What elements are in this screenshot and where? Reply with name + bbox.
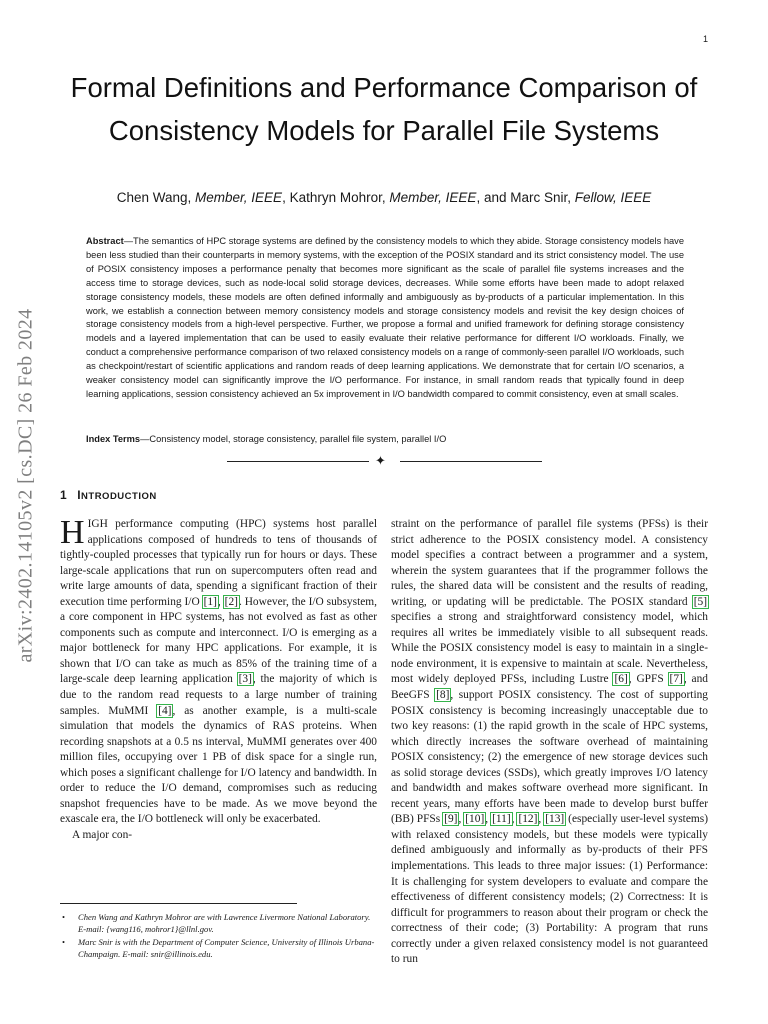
author-2: Kathryn Mohror, Member, IEEE, and: [289, 190, 511, 205]
index-terms: [86, 434, 684, 444]
drop-cap: H: [60, 514, 85, 551]
citation-link[interactable]: [13]: [545, 813, 565, 826]
footnotes: [60, 911, 377, 961]
body-text: A major con-: [72, 828, 133, 841]
body-text: straint on the performance of parallel file systems (PFSs) is their strict adherence to the POSIX consistency model. A consistency model specifies a contract between a programmer and a system, wherein the system guarantees that if the programmer follows the rules, the shared data will be consistent and the results of reading, writing, or updating will be predictable. The POSIX standard: [391, 518, 708, 608]
citation-link[interactable]: [11]: [492, 813, 511, 826]
body-text: ,: [538, 813, 545, 826]
abstract-label: Abstract: [86, 236, 124, 246]
body-text: , and BeeGFS: [391, 673, 708, 702]
intro-column-left: [60, 514, 377, 843]
abstract: [86, 235, 684, 402]
citation-link[interactable]: [6]: [614, 673, 628, 686]
arxiv-identifier-text: arXiv:2402.14105v2 [cs.DC] 26 Feb 2024: [14, 307, 37, 663]
separator-rule-left: [227, 461, 369, 462]
body-text: , GPFS: [628, 673, 669, 686]
author-3: Marc Snir, Fellow, IEEE: [510, 190, 652, 205]
citation-link[interactable]: [9]: [444, 813, 458, 826]
section-separator: [227, 453, 542, 468]
body-text: . However, the I/O subsystem, a core component in HPC systems, has not evolved as fast as other components such as compute and interconnect. I/O is emerging as a major bottleneck for many HPC applications. For example, it is shown that I/O can take as much as 85% of the training time of a large-scale deep learning application: [60, 595, 377, 686]
section-number: 1: [60, 488, 68, 502]
footnote-affiliation-uiuc: • Marc Snir is with the Department of Computer Science, University of Illinois Urbana-Champaign. E-mail: snir@illinois.edu.: [60, 936, 377, 960]
author-1: Chen Wang, Member, IEEE,: [116, 190, 290, 205]
body-text: ,: [217, 595, 224, 608]
body-text: (especially user-level systems) with relaxed consistency models, but these models were typically defined ambiguously and informally as by-products of their PFS implementations. This leads to three major issues: (1) Performance: It is challenging for system developers to evaluate and compare the effectiveness of different consistency models; (2) Correctness: It is difficult for programmers to reason about their program or check the correctness of their code; (3) Portability: A program that runs correctly under a given relaxed consistency model is not guaranteed to run: [391, 813, 708, 966]
index-terms-label: Index Terms: [86, 434, 141, 444]
intro-paragraph-2-continued: [391, 517, 708, 968]
body-text: , support POSIX consistency. The cost of supporting POSIX consistency is becoming increasingly unacceptable due to two key reasons: (1) the rapid growth in the scale of HPC systems, which directly increases the software overhead of maintaining POSIX consistency; (2) the emergence of new storage devices such as solid storage devices (SSDs), which greatly improves I/O latency and bandwidth and makes software overhead more significant. In recent years, many efforts have been made to develop burst buffer (BB) PFSs: [391, 689, 709, 826]
intro-paragraph-1: [60, 514, 377, 828]
citation-link[interactable]: [8]: [436, 689, 450, 702]
intro-paragraph-2: [60, 828, 377, 844]
body-text: ,: [458, 813, 465, 826]
body-text: ,: [511, 813, 518, 826]
citation-link[interactable]: [5]: [693, 595, 707, 608]
section-heading-introduction: [60, 488, 157, 502]
body-text: specifies a strong and straightforward consistency model, which requires all writes be immediately visible to all subsequent reads. While the POSIX consistency model is easy to maintain in a single-node environment, it is expensive to maintain at scale. Nevertheless, most widely deployed PFSs, including Lustre: [391, 611, 708, 686]
separator-diamond-icon: ✦: [375, 453, 386, 468]
section-title-rest: NTRODUCTION: [81, 491, 157, 502]
abstract-text: —The semantics of HPC storage systems are defined by the consistency models to which they abide. Storage consistency models have been less studied than their counterparts in memory systems, with the exception of the POSIX standard and its strict consistency model. The use of POSIX consistency imposes a performance penalty that becomes more significant as the scale of parallel file systems increases and the access time to storage devices, such as node-local solid storage devices, decreases. While some efforts have been made to adopt relaxed storage consistency models, these models are often defined informally and ambiguously as by-products of a particular implementation. In this work, we establish a connection between memory consistency models and storage consistency models and revisit the key design choices of storage consistency models from a high-level perspective. Further, we propose a formal and unified framework for defining storage consistency models and a layered implementation that can be used to easily evaluate their relative performance for different I/O workloads. Finally, we conduct a comprehensive performance comparison of two relaxed consistency models on a range of commonly-seen parallel I/O workloads, such as checkpoint/restart of scientific applications and random reads of deep learning applications. We demonstrate that for certain I/O scenarios, a weaker consistency model can significantly improve the I/O performance. For instance, in small random reads that typically found in deep learning applications, session consistency achieved an 5x improvement in I/O bandwidth compared to commit consistency, even at small scales.: [86, 236, 684, 399]
author-list: [60, 190, 708, 205]
body-text: IGH performance computing (HPC) systems host parallel applications composed of hundreds to tens of thousands of tightly-coupled processes that typically run for hours or days. These large-scale applications that run on supercomputers often read and write large amounts of data, spending a significant fraction of their execution time performing I/O: [60, 518, 377, 608]
body-text: ,: [485, 813, 492, 826]
body-text: , the majority of which is due to the random read requests to a large number of training samples. MuMMI: [60, 673, 377, 717]
index-terms-text: —Consistency model, storage consistency, parallel file system, parallel I/O: [140, 434, 447, 444]
paper-title: Formal Definitions and Performance Comparison of Consistency Models for Parallel File Systems: [70, 72, 698, 146]
arxiv-identifier-stamp: [10, 270, 42, 700]
body-text: , as another example, is a multi-scale simulation that models the dynamics of RAS proteins. When recording snapshots at a 0.5 ns interval, MuMMI generates over 400 million files, occupying over 1 PB of disk space for a single run, which poses a significant challenge for I/O latency and bandwidth. In order to reduce the I/O demand, compromises such as reducing snapshot frequencies have to be made. As we move beyond the exascale era, the I/O bottleneck will only be exacerbated.: [60, 704, 377, 826]
citation-link[interactable]: [10]: [465, 813, 485, 826]
citation-link[interactable]: [12]: [518, 813, 538, 826]
citation-link[interactable]: [3]: [238, 673, 252, 686]
footnote-rule: [60, 903, 297, 904]
section-initial: I: [77, 488, 82, 502]
citation-link[interactable]: [4]: [158, 704, 172, 717]
intro-column-right: [391, 517, 708, 968]
citation-link[interactable]: [7]: [669, 673, 683, 686]
footnote-affiliation-llnl: • Chen Wang and Kathryn Mohror are with Lawrence Livermore National Laboratory. E-mail: {wang116, mohror1}@llnl.gov.: [60, 911, 377, 935]
citation-link[interactable]: [2]: [224, 595, 238, 608]
separator-rule-right: [400, 461, 542, 462]
page-number: 1: [702, 34, 708, 44]
citation-link[interactable]: [1]: [203, 595, 217, 608]
